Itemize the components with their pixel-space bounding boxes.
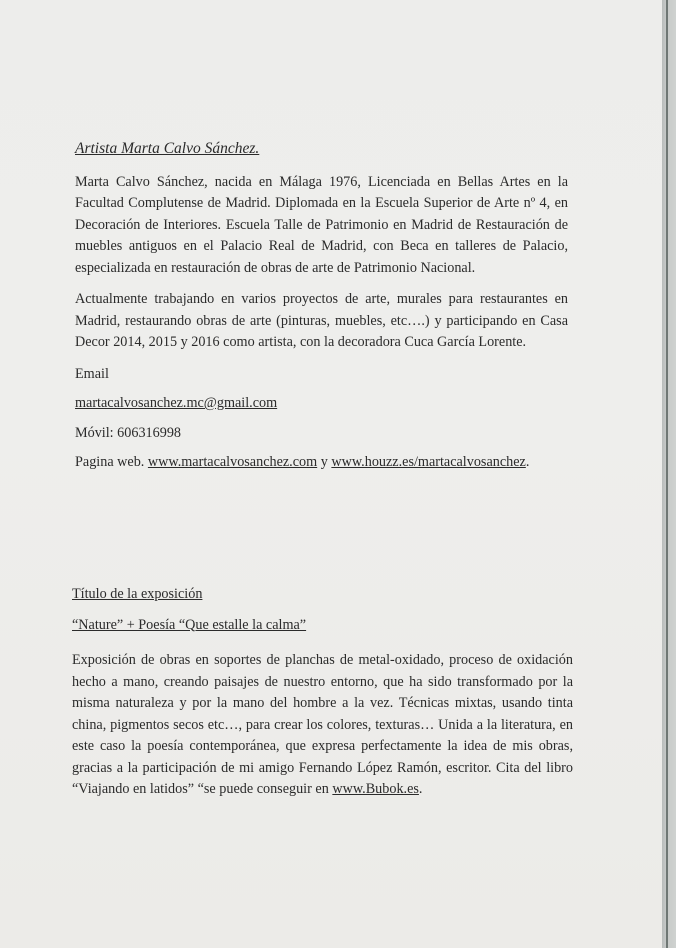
phone-text: Móvil: 606316998 [75,424,182,441]
website-prefix: Pagina web. [75,454,145,470]
exhibition-label: Título de la exposición [72,586,203,602]
website-link-1[interactable]: www.martacalvosanchez.com [147,454,318,470]
exhibition-section [72,584,573,801]
email-label: Email [75,365,109,382]
page-edge [662,0,676,948]
exhibition-description [72,650,573,801]
page-edge-line [666,0,668,948]
artist-section [75,138,568,482]
artist-bio-paragraph-2: Actualmente trabajando en varios proyectos de arte, murales para restaurantes en Madrid, restaurando obras de arte (pinturas, muebles, etc….) y participando en Casa Decor 2014, 2015 y 2016 como artista, con la decoradora Cuca García Lorente. [75,291,568,350]
exhibition-description-text: Exposición de obras en soportes de planchas de metal-oxidado, proceso de oxidación hecho a mano, creando paisajes de nuestro entorno, que ha sido transformado por la misma naturaleza y por la mano del hombre a la vez. Técnicas mixtas, usando tinta china, pigmentos secos etc…, para crear los colores, texturas… Unida a la literatura, en este caso la poesía contemporánea, que expresa perfectamente la idea de mis obras, gracias a la participación de mi amigo Fernando López Ramón, escritor. Cita del libro “Viajando en latidos” “se puede conseguir en [72,652,573,797]
bubok-link[interactable]: www.Bubok.es [332,781,419,797]
artist-title: Artista Marta Calvo Sánchez. [75,140,260,157]
email-link[interactable]: martacalvosanchez.mc@gmail.com [75,395,278,411]
bubok-link-suffix: . [418,781,423,797]
website-suffix: . [525,454,530,470]
website-line [75,452,568,474]
exhibition-title: “Nature” + Poesía “Que estalle la calma” [72,616,307,633]
artist-bio-paragraph-1: Marta Calvo Sánchez, nacida en Málaga 1976, Licenciada en Bellas Artes en la Facultad Complutense de Madrid. Diplomada en la Escuela Superior de Arte nº 4, en Decoración de Interiores. Escuela Talle de Patrimonio en Madrid de Restauración de muebles antiguos en el Palacio Real de Madrid, con Beca en talleres de Palacio, especializada en restauración de obras de arte de Patrimonio Nacional. [75,173,568,276]
website-joiner: y [320,454,328,470]
website-link-2[interactable]: www.houzz.es/martacalvosanchez [331,454,526,470]
